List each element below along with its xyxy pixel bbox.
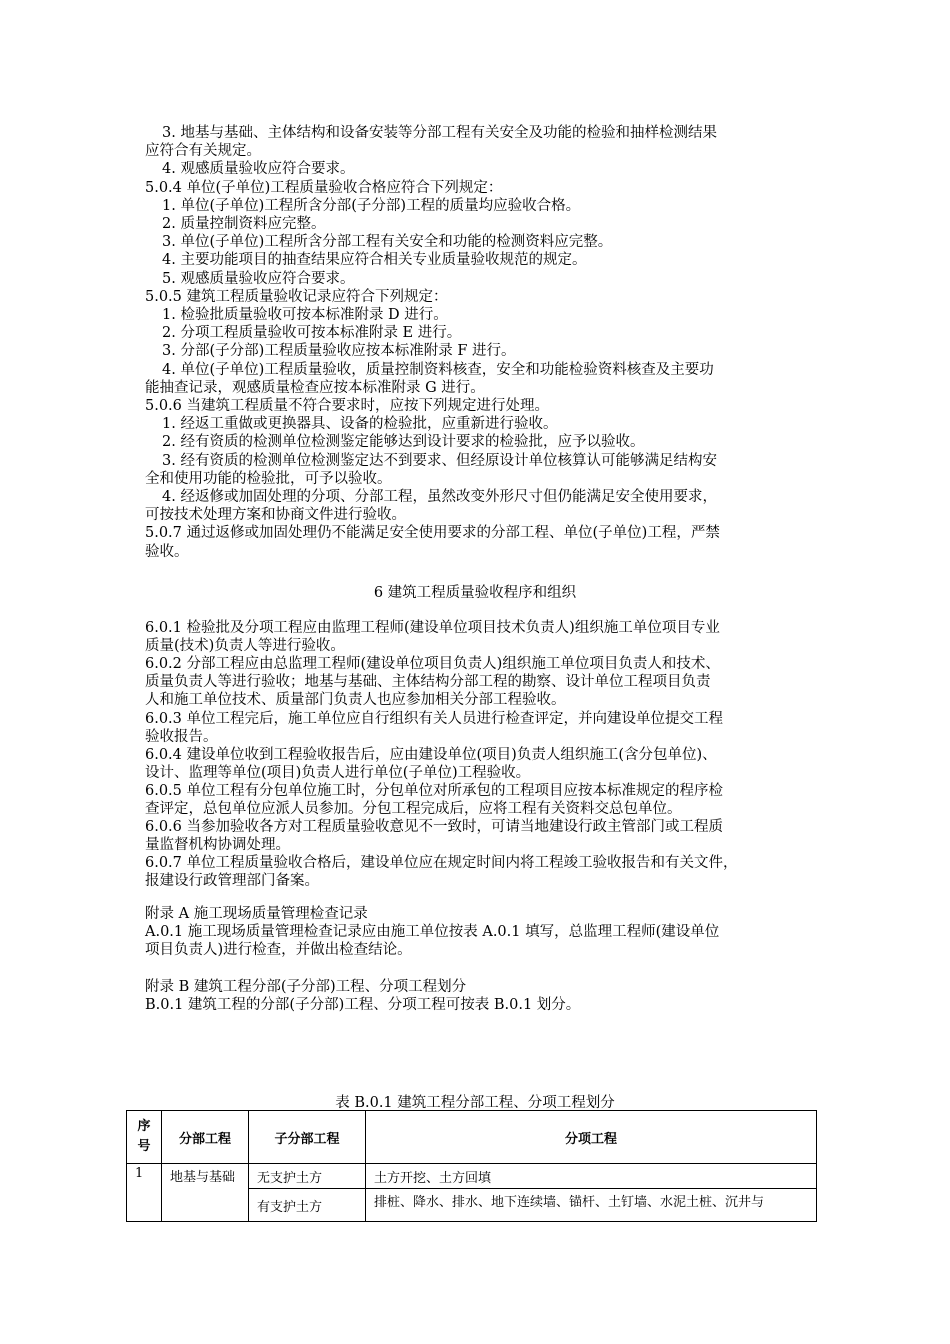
body-line: 5.0.7 通过返修或加固处理仍不能满足安全使用要求的分部工程、单位(子单位)工程，严禁 [145, 525, 720, 542]
appendix-b-line: B.0.1 建筑工程的分部(子分部)工程、分项工程可按表 B.0.1 划分。 [145, 997, 581, 1013]
header-items: 分项工程 [366, 1111, 817, 1164]
body-line: 3. 地基与基础、主体结构和设备安装等分部工程有关安全及功能的检验和抽样检测结果 [162, 125, 717, 141]
body-line: 5.0.5 建筑工程质量验收记录应符合下列规定： [145, 288, 448, 305]
section6-line: 设计、监理等单位(项目)负责人进行单位(子单位)工程验收。 [145, 764, 531, 781]
section6-line: 6.0.2 分部工程应由总监理工程师(建设单位项目负责人)组织施工单位项目负责人和技术、 [145, 656, 720, 673]
body-line: 可按技术处理方案和协商文件进行验收。 [145, 507, 406, 524]
body-line: 2. 经有资质的检测单位检测鉴定能够达到设计要求的检验批，应予以验收。 [162, 434, 645, 451]
body-line: 全和使用功能的检验批，可予以验收。 [145, 470, 392, 487]
section6-line: 6.0.1 检验批及分项工程应由监理工程师(建设单位项目技术负责人)组织施工单位项目专业 [145, 620, 720, 636]
section6-line: 报建设行政管理部门备案。 [145, 873, 319, 890]
section6-line: 质量(技术)负责人等进行验收。 [145, 638, 345, 655]
appendix-a-line: 项目负责人)进行检查，并做出检查结论。 [145, 942, 412, 958]
section6-line: 人和施工单位技术、质量部门负责人也应参加相关分部工程验收。 [145, 692, 566, 709]
cell-items: 排桩、降水、排水、地下连续墙、锚杆、土钉墙、水泥土桩、沉井与 [366, 1189, 817, 1222]
cell-subdivision: 无支护土方 [249, 1164, 366, 1189]
section6-line: 6.0.5 单位工程有分包单位施工时，分包单位对所承包的工程项目应按本标准规定的程序检 [145, 782, 723, 799]
table-caption: 表 B.0.1 建筑工程分部工程、分项工程划分 [335, 1095, 615, 1111]
body-line: 3. 分部(子分部)工程质量验收应按本标准附录 F 进行。 [162, 343, 516, 360]
cell-items: 土方开挖、土方回填 [366, 1164, 817, 1189]
section6-line: 验收报告。 [145, 728, 218, 745]
section6-line: 6.0.3 单位工程完后，施工单位应自行组织有关人员进行检查评定，并向建设单位提交工程 [145, 710, 723, 727]
body-line: 应符合有关规定。 [145, 143, 261, 160]
body-line: 5.0.6 当建筑工程质量不符合要求时，应按下列规定进行处理。 [145, 398, 550, 414]
table-header-row [127, 1111, 817, 1164]
section6-heading: 6 建筑工程质量验收程序和组织 [373, 585, 577, 601]
body-line: 5. 观感质量验收应符合要求。 [162, 270, 355, 287]
cell-no: 1 [127, 1164, 162, 1222]
appendix-a-line: A.0.1 施工现场质量管理检查记录应由施工单位按表 A.0.1 填写，总监理工程师(建设单位 [145, 924, 720, 940]
section6-line: 质量负责人等进行验收；地基与基础、主体结构分部工程的勘察、设计单位工程项目负责 [145, 674, 711, 691]
body-line: 1. 检验批质量验收可按本标准附录 D 进行。 [162, 307, 448, 323]
cell-division: 地基与基础 [162, 1164, 249, 1222]
cell-subdivision: 有支护土方 [249, 1189, 366, 1222]
section6-line: 量监督机构协调处理。 [145, 837, 290, 854]
body-line: 验收。 [145, 543, 189, 560]
body-line: 1. 经返工重做或更换器具、设备的检验批，应重新进行验收。 [162, 416, 558, 433]
section6-line: 6.0.4 建设单位收到工程验收报告后，应由建设单位(项目)负责人组织施工(含分包单位)、 [145, 746, 717, 763]
body-line: 3. 经有资质的检测单位检测鉴定达不到要求、但经原设计单位核算认可能够满足结构安 [162, 452, 717, 469]
section6-line: 查评定，总包单位应派人员参加。分包工程完成后，应将工程有关资料交总包单位。 [145, 801, 682, 817]
table-row [127, 1164, 817, 1189]
body-line: 5.0.4 单位(子单位)工程质量验收合格应符合下列规定： [145, 179, 503, 196]
division-table [126, 1110, 817, 1222]
body-line: 3. 单位(子单位)工程所含分部工程有关安全和功能的检测资料应完整。 [162, 234, 613, 251]
body-line: 4. 主要功能项目的抽查结果应符合相关专业质量验收规范的规定。 [162, 252, 587, 269]
body-line: 4. 单位(子单位)工程质量验收，质量控制资料核查，安全和功能检验资料核查及主要功 [162, 361, 714, 378]
appendix-b-title: 附录 B 建筑工程分部(子分部)工程、分项工程划分 [145, 979, 467, 995]
body-line: 2. 分项工程质量验收可按本标准附录 E 进行。 [162, 325, 462, 342]
appendix-a-title: 附录 A 施工现场质量管理检查记录 [145, 906, 368, 922]
body-line: 4. 经返修或加固处理的分项、分部工程，虽然改变外形尺寸但仍能满足安全使用要求， [162, 489, 717, 505]
body-line: 4. 观感质量验收应符合要求。 [162, 161, 355, 178]
header-no: 序号 [127, 1111, 162, 1164]
section6-line: 6.0.7 单位工程质量验收合格后，建设单位应在规定时间内将工程竣工验收报告和有关文件， [145, 855, 738, 872]
section6-line: 6.0.6 当参加验收各方对工程质量验收意见不一致时，可请当地建设行政主管部门或工程质 [145, 819, 723, 836]
body-line: 2. 质量控制资料应完整。 [162, 216, 326, 232]
header-division: 分部工程 [162, 1111, 249, 1164]
header-subdivision: 子分部工程 [249, 1111, 366, 1164]
body-line: 能抽查记录，观感质量检查应按本标准附录 G 进行。 [145, 379, 485, 396]
body-line: 1. 单位(子单位)工程所含分部(子分部)工程的质量均应验收合格。 [162, 197, 581, 214]
